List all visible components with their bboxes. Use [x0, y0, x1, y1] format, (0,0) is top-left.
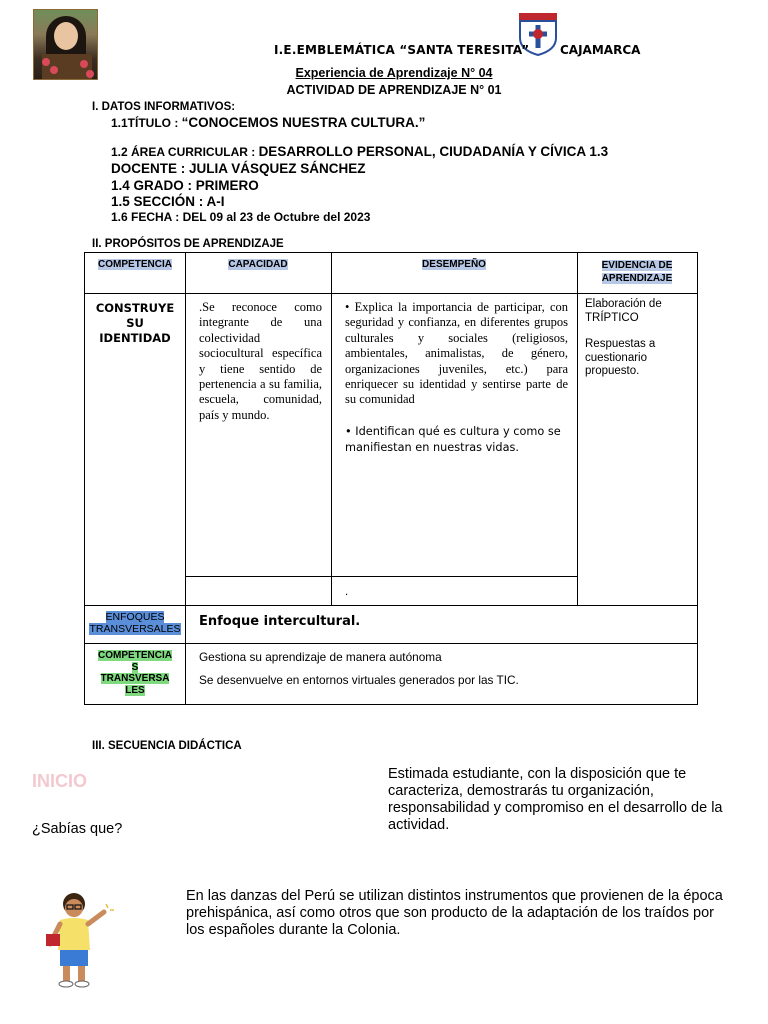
area-label: 1.2 ÁREA CURRICULAR : [111, 145, 259, 159]
capacidad-value: .Se reconoce como integrante de una colectividad sociocultural específica y tiene sentido de pertenencia a su familia, escuela, comunidad, país y mundo. [199, 300, 322, 422]
header-competencia: COMPETENCIA [98, 259, 172, 270]
section-propositos-title: II. PROPÓSITOS DE APRENDIZAJE [92, 238, 284, 250]
info-grado: 1.4 GRADO : PRIMERO [111, 178, 259, 193]
section-datos-title: I. DATOS INFORMATIVOS: [92, 101, 236, 113]
header-desempeno: DESEMPEÑO [422, 259, 486, 270]
competencia-transversal-1: Gestiona su aprendizaje de manera autónoma [199, 650, 442, 664]
desempeno-value-2: • Identifican qué es cultura y como se manifiestan en nuestras vidas. [345, 425, 561, 454]
danzas-paragraph: En las danzas del Perú se utilizan distintos instrumentos que provienen de la época prehispánica, así como otros que son producto de la adaptación de los traídos por los españoles durante la Colonia. [186, 888, 723, 938]
evidencia-value-1: Elaboración de TRÍPTICO [585, 298, 662, 324]
student-boy-illustration [36, 890, 116, 990]
titulo-label: 1.1TÍTULO : [111, 116, 182, 130]
header-evidencia: EVIDENCIA DE APRENDIZAJE [601, 260, 673, 284]
info-area [111, 144, 608, 159]
evidencia-value-2: Respuestas a cuestionario propuesto. [585, 338, 656, 377]
area-value: DESARROLLO PERSONAL, CIUDADANÍA Y CÍVICA 1.3 [258, 144, 609, 159]
info-docente: DOCENTE : JULIA VÁSQUEZ SÁNCHEZ [111, 161, 366, 176]
sabias-que-text: ¿Sabías que? [32, 821, 123, 837]
propositos-table [84, 252, 698, 705]
enfoques-value: Enfoque intercultural. [199, 614, 361, 629]
info-fecha: 1.6 FECHA : DEL 09 al 23 de Octubre del 2023 [111, 210, 371, 224]
school-name: I.E.EMBLEMÁTICA “SANTA TERESITA” [274, 43, 530, 57]
header-capacidad: CAPACIDAD [228, 259, 288, 270]
competencia-transversal-2: Se desenvuelve en entornos virtuales generados por las TIC. [199, 673, 519, 687]
activity-title: ACTIVIDAD DE APRENDIZAJE N° 01 [286, 83, 502, 97]
city-name: CAJAMARCA [560, 43, 641, 57]
competencias-transversales-label: COMPETENCIA S TRANSVERSA LES [98, 650, 172, 696]
titulo-value: “CONOCEMOS NUESTRA CULTURA.” [181, 115, 426, 130]
info-seccion: 1.5 SECCIÓN : A-I [111, 194, 225, 209]
experience-title: Experiencia de Aprendizaje N° 04 [295, 66, 493, 80]
enfoques-label: ENFOQUES TRANSVERSALES [89, 611, 181, 635]
desempeno-value-1: • Explica la importancia de participar, con seguridad y confianza, en diferentes grupos culturales y sociales (religiosos, ambientales, animalistas, de género, organizaciones juveniles, etc.) para enriquecer su identidad y sentirse parte de su comunidad [345, 300, 568, 407]
empty-cell-dot: . [345, 586, 349, 598]
section-secuencia-title: III. SECUENCIA DIDÁCTICA [92, 740, 242, 752]
estimada-paragraph: Estimada estudiante, con la disposición que te caracteriza, demostrarás tu organización, responsabilidad y compromiso en el desarrollo de la actividad. [388, 766, 723, 833]
info-titulo [111, 115, 425, 130]
inicio-heading: INICIO [32, 771, 88, 791]
competencia-value: CONSTRUYE SU IDENTIDAD [95, 301, 175, 345]
